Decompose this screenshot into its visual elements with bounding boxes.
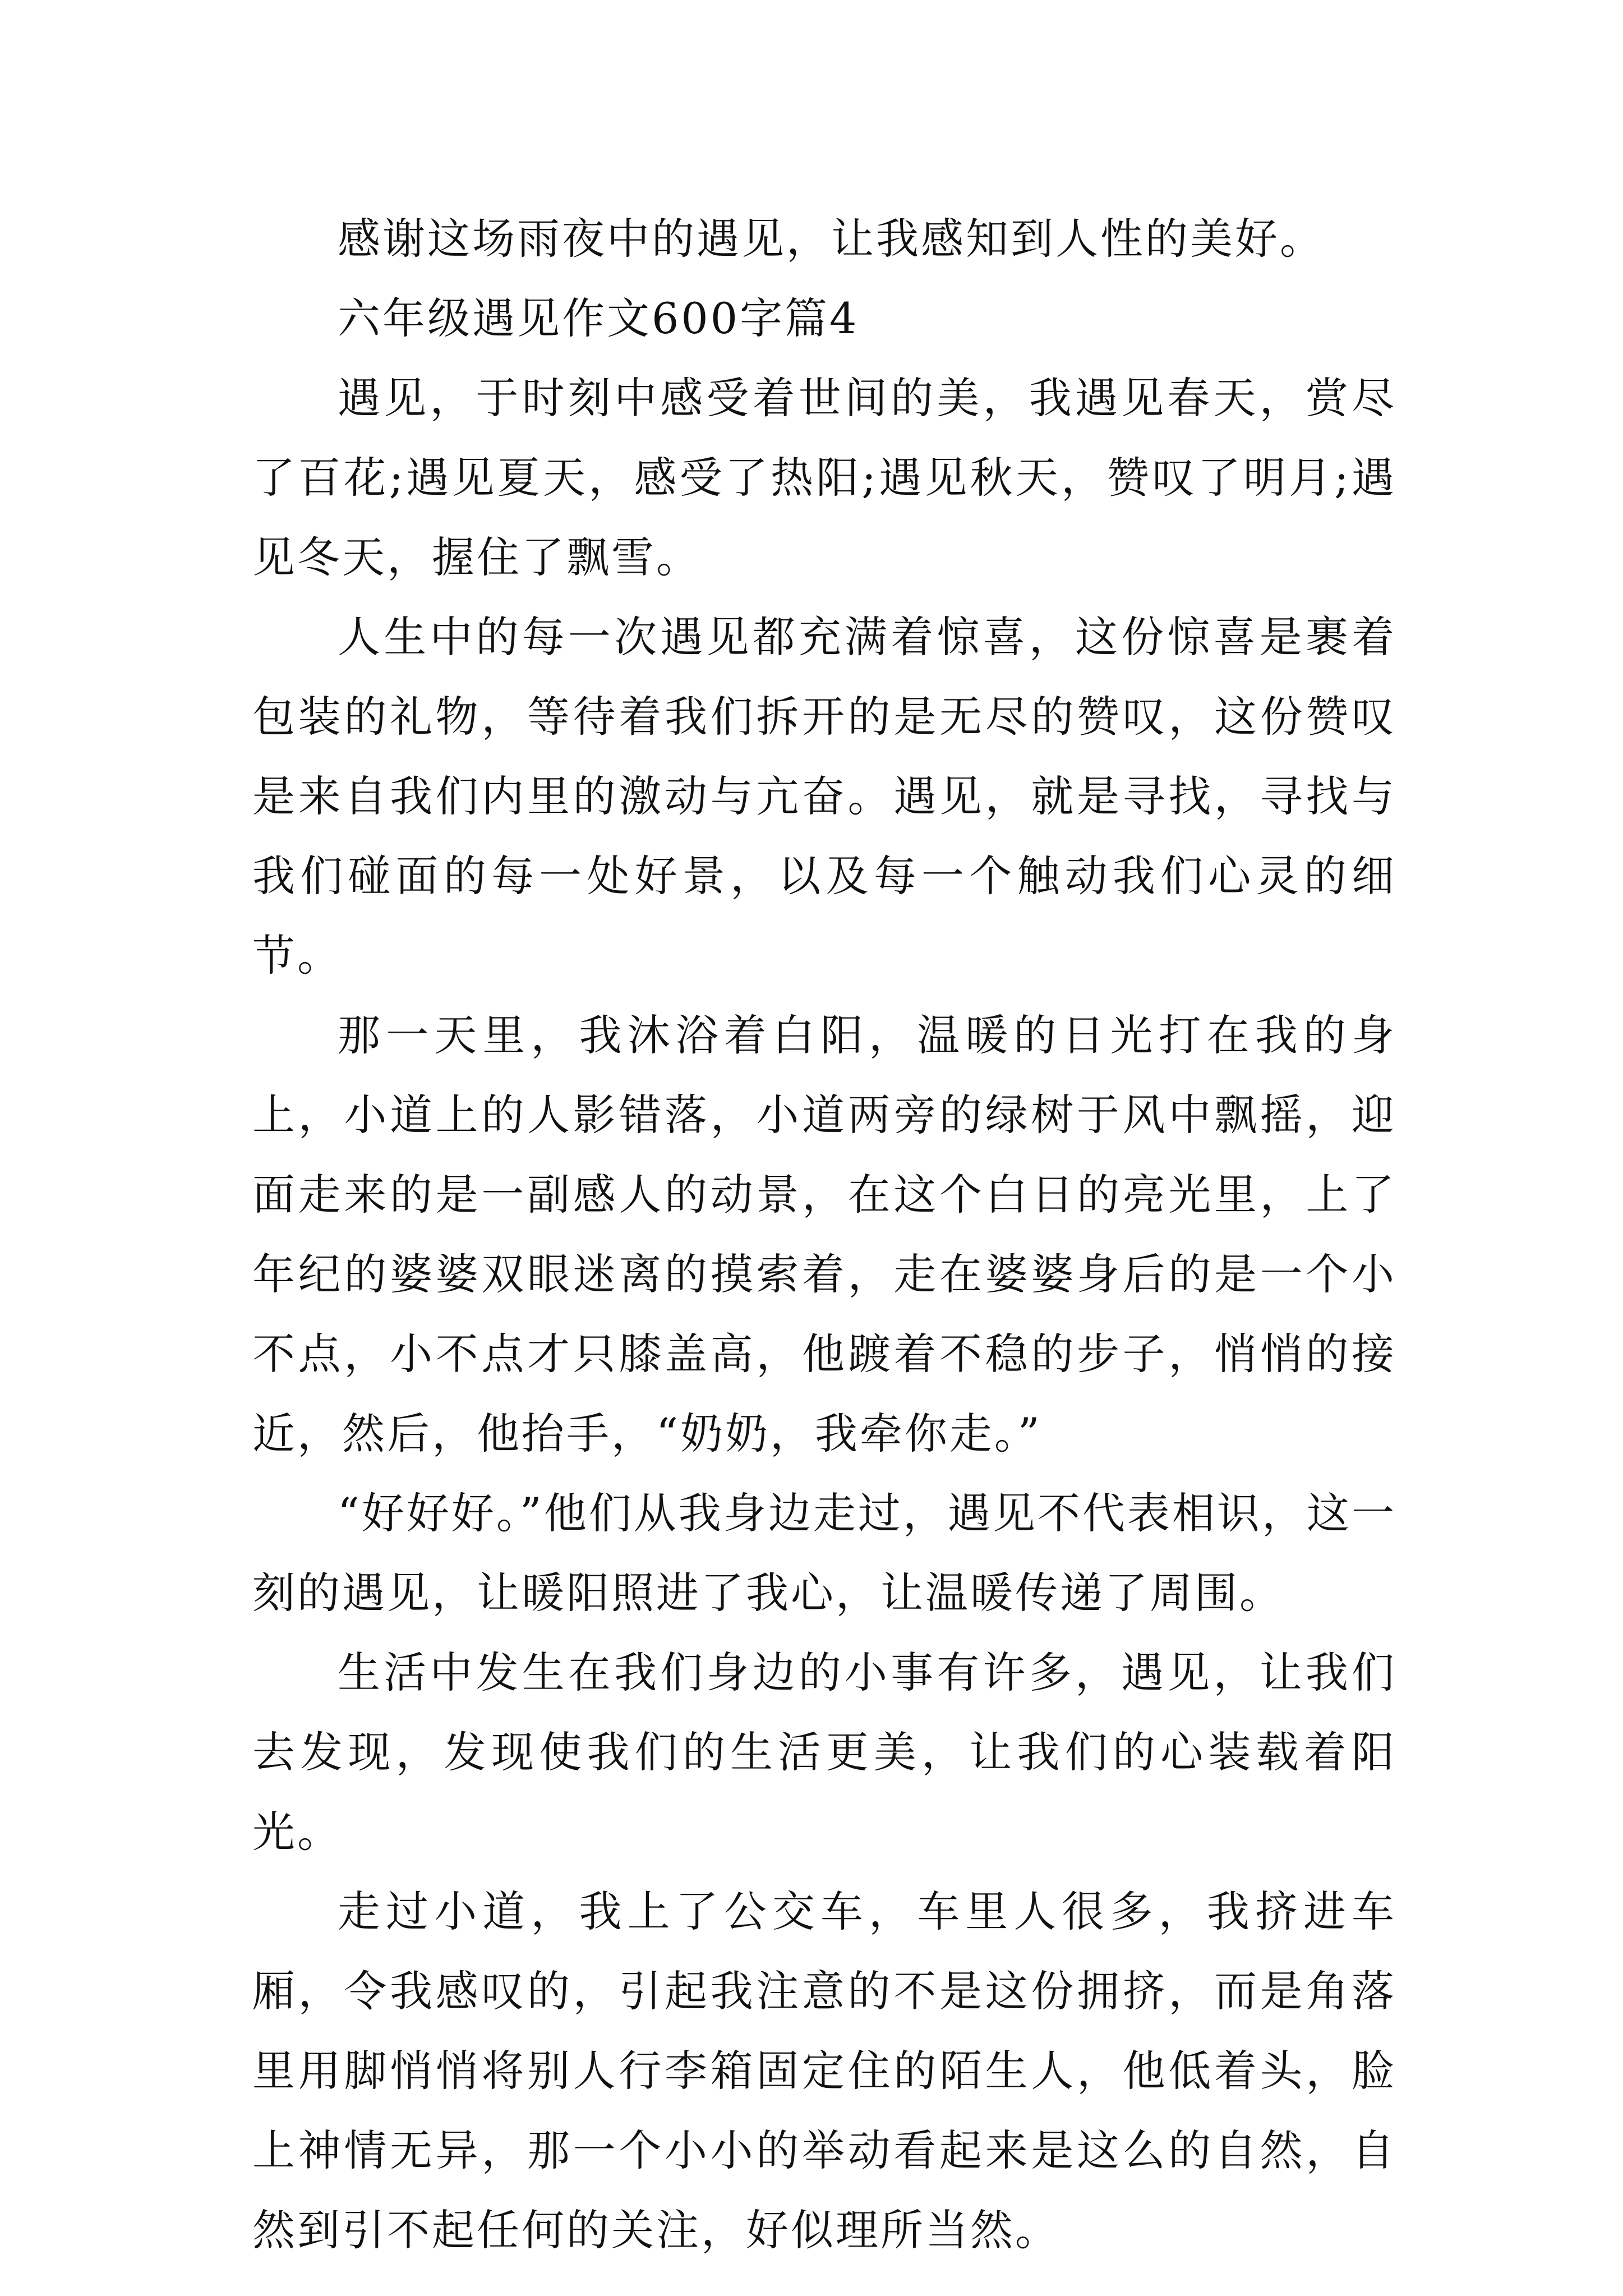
paragraph-8: 走过小道，我上了公交车，车里人很多，我挤进车厢，令我感叹的，引起我注意的不是这份拥挤，而是角落里用脚悄悄将别人行李箱固定住的陌生人，他低着头，脸上神情无异，那一个小小的举动看起来是这么的自然，自然到引不起任何的关注，好似理所当然。 xyxy=(252,1887,1396,2255)
paragraph-7: 生活中发生在我们身边的小事有许多，遇见，让我们去发现，发现使我们的生活更美，让我们的心装载着阳光。 xyxy=(252,1648,1396,1857)
paragraph-3: 遇见，于时刻中感受着世间的美，我遇见春天，赏尽了百花;遇见夏天，感受了热阳;遇见秋天，赞叹了明月;遇见冬天，握住了飘雪。 xyxy=(252,373,1396,582)
paragraph-4: 人生中的每一次遇见都充满着惊喜，这份惊喜是裹着包装的礼物，等待着我们拆开的是无尽的赞叹，这份赞叹是来自我们内里的激动与亢奋。遇见，就是寻找，寻找与我们碰面的每一处好景，以及每一个触动我们心灵的细节。 xyxy=(252,612,1396,981)
section-heading: 六年级遇见作文600字篇4 xyxy=(338,293,859,343)
paragraph-1: 感谢这场雨夜中的遇见，让我感知到人性的美好。 xyxy=(338,214,1325,264)
paragraph-6: “好好好。”他们从我身边走过，遇见不代表相识，这一刻的遇见，让暖阳照进了我心，让温暖传递了周围。 xyxy=(252,1488,1396,1618)
paragraph-5: 那一天里，我沐浴着白阳，温暖的日光打在我的身上，小道上的人影错落，小道两旁的绿树于风中飘摇，迎面走来的是一副感人的动景，在这个白日的亮光里，上了年纪的婆婆双眼迷离的摸索着，走在婆婆身后的是一个小不点，小不点才只膝盖高，他踱着不稳的步子，悄悄的接近，然后，他抬手，“奶奶，我牵你走。” xyxy=(252,1010,1396,1458)
document-body xyxy=(252,199,1396,2270)
